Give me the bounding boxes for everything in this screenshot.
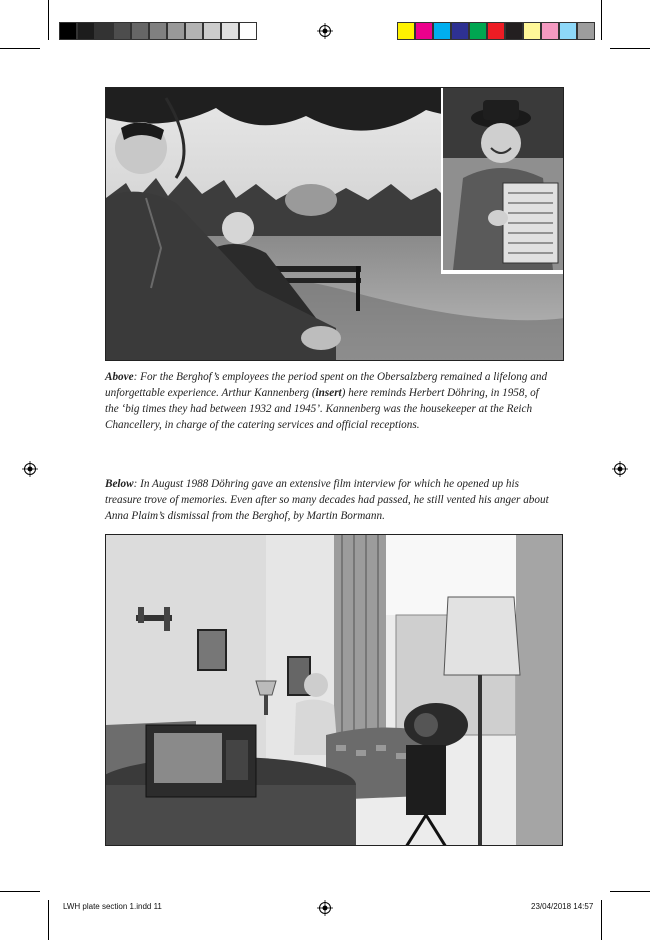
registration-mark-icon (317, 23, 333, 39)
slug-file-info: LWH plate section 1.indd 11 (63, 902, 162, 911)
color-swatch (95, 22, 113, 40)
registration-mark-icon (612, 461, 628, 477)
color-swatch (415, 22, 433, 40)
process-color-bar (397, 22, 595, 40)
color-swatch (451, 22, 469, 40)
grayscale-color-bar (59, 22, 257, 40)
crop-mark (601, 0, 602, 40)
crop-mark (610, 891, 650, 892)
registration-mark-icon (317, 900, 333, 916)
inset-photo (441, 88, 564, 274)
color-swatch (59, 22, 77, 40)
color-swatch (559, 22, 577, 40)
color-swatch (505, 22, 523, 40)
caption-text: : For the Berghof’s employees the period spent on the Obersalzberg remained a lifelong and unforgettable experience. Arthur Kannenberg ( (105, 371, 548, 399)
color-swatch (577, 22, 595, 40)
slug-date-time: 23/04/2018 14:57 (531, 902, 594, 911)
top-photo (105, 87, 564, 361)
registration-mark-icon (22, 461, 38, 477)
color-swatch (167, 22, 185, 40)
caption-below (105, 476, 555, 524)
color-swatch (541, 22, 559, 40)
caption-text: ) here reminds Herbert Döhring, in 1958, of the ‘big times they had between 1932 and 1945’. Kannenberg was the housekeeper at the Reich Chancellery, in charge of the catering services and official receptions. (105, 387, 539, 431)
color-swatch (221, 22, 239, 40)
caption-lead: Below (105, 478, 134, 490)
bottom-photo (105, 534, 563, 846)
crop-mark (601, 900, 602, 940)
color-swatch (433, 22, 451, 40)
color-swatch (77, 22, 95, 40)
crop-mark (0, 48, 40, 49)
color-swatch (149, 22, 167, 40)
caption-text: : In August 1988 Döhring gave an extensive film interview for which he opened up his treasure trove of memories. Even after so many decades had passed, he still vented his anger about Anna Plaim’s dismissal from the Berghof, by Martin Bormann. (105, 478, 549, 522)
color-swatch (523, 22, 541, 40)
color-swatch (113, 22, 131, 40)
caption-bold-term: insert (315, 387, 342, 399)
color-swatch (239, 22, 257, 40)
photo-accordion-player (443, 88, 564, 270)
crop-mark (610, 48, 650, 49)
color-swatch (469, 22, 487, 40)
crop-mark (48, 900, 49, 940)
color-swatch (131, 22, 149, 40)
color-swatch (397, 22, 415, 40)
color-swatch (185, 22, 203, 40)
color-swatch (203, 22, 221, 40)
crop-mark (48, 0, 49, 40)
caption-above (105, 369, 555, 433)
caption-lead: Above (105, 371, 134, 383)
photo-film-interview-room (106, 535, 563, 846)
color-swatch (487, 22, 505, 40)
crop-mark (0, 891, 40, 892)
